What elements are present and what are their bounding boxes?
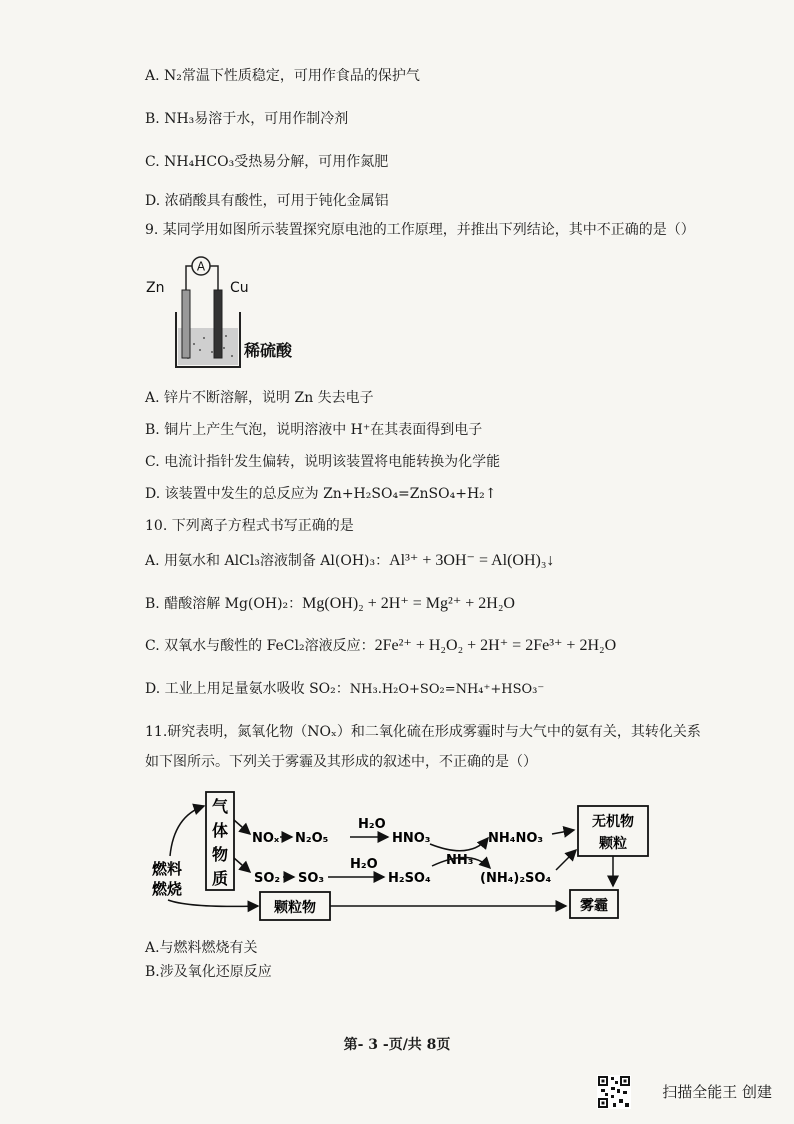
q9-stem: 9. 某同学用如图所示装置探究原电池的工作原理，并推出下列结论，其中不正确的是（） xyxy=(145,222,695,238)
scanner-watermark: 扫描全能王 创建 xyxy=(662,1083,772,1101)
gas-char-4: 质 xyxy=(211,869,229,888)
q11-stem-line1: 11.研究表明，氮氧化物（NOₓ）和二氧化硫在形成雾霾时与大气中的氨有关，其转化关系 xyxy=(145,724,701,740)
haze-label: 雾霾 xyxy=(580,898,608,914)
q11-stem-line2: 如下图所示。下列关于雾霾及其形成的叙述中，不正确的是（） xyxy=(145,754,537,770)
q10-option-c xyxy=(145,636,616,656)
copper-electrode xyxy=(214,290,222,358)
q9-option-b: B. 铜片上产生气泡，说明溶液中 H⁺在其表面得到电子 xyxy=(145,422,483,438)
q10-option-a-text: A. 用氨水和 AlCl₃溶液制备 Al(OH)₃： xyxy=(145,553,390,569)
copper-label: Cu xyxy=(230,280,249,296)
h2so4-label: H₂SO₄ xyxy=(388,871,431,886)
q10-option-c-equation: 2Fe²⁺ + H₂O₂ + 2H⁺ = 2Fe³⁺ + 2H₂O xyxy=(374,637,617,654)
q10-option-d-equation: NH₃.H₂O+SO₂=NH₄⁺+HSO₃⁻ xyxy=(349,682,545,697)
page-number: 第- 3 -页/共 8页 xyxy=(343,1037,451,1053)
nox-label: NOₓ xyxy=(252,831,280,846)
h2o-top-label: H₂O xyxy=(358,817,386,832)
zinc-electrode xyxy=(182,290,190,358)
particulate-label: 颗粒物 xyxy=(274,900,316,916)
q8-option-c: C. NH₄HCO₃受热易分解，可用作氮肥 xyxy=(145,154,389,170)
q8-option-a: A. N₂常温下性质稳定，可用作食品的保护气 xyxy=(145,68,420,84)
zinc-label: Zn xyxy=(146,280,165,296)
q9-option-c: C. 电流计指针发生偏转，说明该装置将电能转换为化学能 xyxy=(145,454,501,470)
q10-option-d xyxy=(145,679,544,700)
qr-code-icon xyxy=(597,1075,631,1109)
fuel-line-1: 燃料 xyxy=(152,860,183,878)
q9-option-a: A. 锌片不断溶解，说明 Zn 失去电子 xyxy=(145,390,374,406)
nh3-label: NH₃ xyxy=(446,853,474,868)
so3-label: SO₃ xyxy=(298,871,325,886)
n2o5-label: N₂O₅ xyxy=(295,831,329,846)
so2-label: SO₂ xyxy=(254,871,281,886)
q8-option-d: D. 浓硝酸具有酸性，可用于钝化金属铝 xyxy=(145,193,389,209)
gas-char-1: 气 xyxy=(211,797,229,816)
gas-char-3: 物 xyxy=(211,845,229,864)
solution-label: 稀硫酸 xyxy=(244,341,293,360)
h2o-bottom-label: H₂O xyxy=(350,857,378,872)
inorganic-line-2: 颗粒 xyxy=(599,836,627,852)
haze-formation-diagram xyxy=(140,780,680,930)
q10-option-b-text: B. 醋酸溶解 Mg(OH)₂： xyxy=(145,596,303,612)
q8-option-b: B. NH₃易溶于水，可用作制冷剂 xyxy=(145,111,349,127)
q11-option-b: B.涉及氧化还原反应 xyxy=(145,964,272,980)
q10-option-c-text: C. 双氧水与酸性的 FeCl₂溶液反应： xyxy=(145,638,375,654)
ammeter-label: A xyxy=(196,259,206,274)
hno3-label: HNO₃ xyxy=(392,831,431,846)
q9-option-d: D. 该装置中发生的总反应为 Zn+H₂SO₄=ZnSO₄+H₂↑ xyxy=(145,486,497,502)
inorganic-line-1: 无机物 xyxy=(592,814,634,830)
gas-char-2: 体 xyxy=(211,821,229,840)
q10-option-d-text: D. 工业上用足量氨水吸收 SO₂： xyxy=(145,681,350,697)
q10-option-b xyxy=(145,594,515,614)
q10-option-b-equation: Mg(OH)₂ + 2H⁺ = Mg²⁺ + 2H₂O xyxy=(302,595,515,612)
galvanic-cell-figure xyxy=(140,252,340,382)
nh4no3-label: NH₄NO₃ xyxy=(488,831,544,846)
fuel-line-2: 燃烧 xyxy=(152,880,183,898)
q10-option-a-equation: Al³⁺ + 3OH⁻ = Al(OH)₃↓ xyxy=(389,552,555,569)
q10-stem: 10. 下列离子方程式书写正确的是 xyxy=(145,518,354,534)
ammonium-sulfate-label: (NH₄)₂SO₄ xyxy=(480,871,552,886)
q11-option-a: A.与燃料燃烧有关 xyxy=(145,940,258,956)
q10-option-a xyxy=(145,551,554,571)
